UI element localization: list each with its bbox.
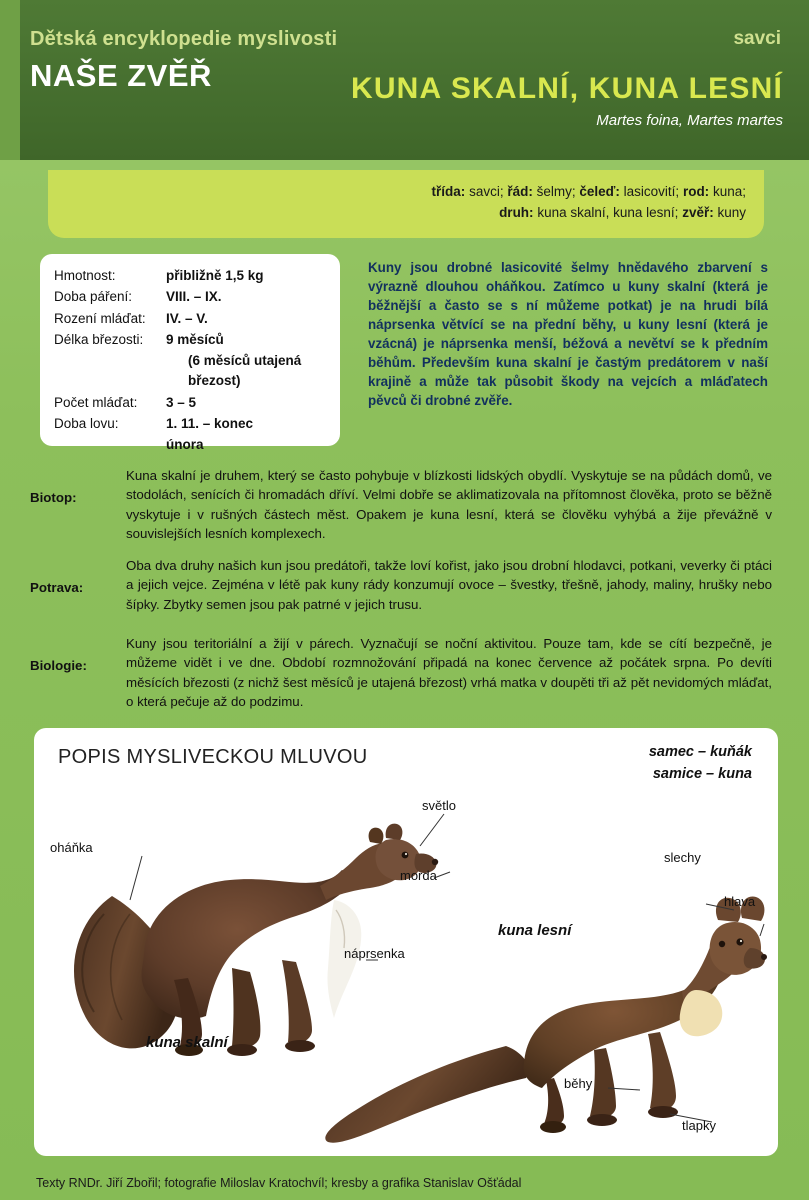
illustration-panel: [34, 728, 778, 1156]
section-biotop: [30, 466, 772, 543]
taxonomy-celed-value: lasicovití: [623, 184, 676, 199]
section-label: Biotop:: [30, 490, 77, 505]
credits-line: Texty RNDr. Jiří Zbořil; fotografie Miloslav Kratochvíl; kresby a grafika Stanislav Ošťádal: [36, 1176, 522, 1190]
label-morda: morda: [400, 868, 437, 883]
taxonomy-line-1: třída: savci; řád: šelmy; čeleď: lasicovití; rod: kuna;: [431, 184, 746, 199]
taxonomy-zver-value: kuny: [717, 204, 746, 220]
section-label: Biologie:: [30, 658, 87, 673]
table-row: [54, 330, 326, 351]
taxonomy-box: [48, 170, 764, 238]
table-row: [54, 414, 326, 435]
label-naprsenka: náprsenka: [344, 946, 405, 961]
fact-value: přibližně 1,5 kg: [166, 268, 264, 283]
taxonomy-rod-label: rod:: [682, 184, 710, 199]
section-text: Oba dva druhy našich kun jsou predátoři, takže loví kořist, jako jsou drobní hlodavci, potkani, veverky či ptáci a jejich vejce. Zejména v létě pak kuny rády konzumují ovoce – švestky, třešně, jahody, maliny, hrušky nebo šípky. Zbytky semen jsou pak patrné v jejich trusu.: [126, 558, 772, 612]
section-potrava: [30, 556, 772, 614]
marten-illustration: [34, 728, 778, 1156]
label-behy: běhy: [564, 1076, 593, 1091]
section-text: Kuna skalní je druhem, který se často pohybuje v blízkosti lidských obydlí. Vyskytuje se na půdách domů, ve stodolách, senících či hromadách dříví. Velmi dobře se aklimatizovala na přítomnost člověka, proto se běžně vyskytuje i v rušných částech měst. Opakem je kuna lesní, která se člověku vyhýbá a žije převážně v souvislejších lesních komplexech.: [126, 468, 772, 541]
facts-table: [54, 266, 326, 456]
fact-label: Délka březosti:: [54, 331, 144, 347]
table-row: [54, 287, 326, 308]
taxonomy-druh-label: druh:: [499, 204, 534, 220]
taxonomy-line-2: druh: kuna skalní, kuna lesní; zvěř: kuny: [499, 204, 746, 220]
table-row: [54, 435, 326, 456]
taxonomy-rod-value: kuna: [712, 184, 743, 199]
page-header: [0, 0, 809, 160]
taxonomy-trida-label: třída:: [431, 184, 466, 199]
label-svetlo: světlo: [422, 798, 456, 813]
section-label: Potrava:: [30, 580, 84, 595]
fact-value: 1. 11. – konec: [166, 415, 254, 431]
category-label: savci: [733, 28, 781, 49]
taxonomy-trida-value: savci: [469, 184, 500, 199]
panel-title: POPIS MYSLIVECKOU MLUVOU: [58, 746, 368, 768]
label-tlapky: tlapky: [682, 1118, 716, 1133]
taxonomy-rad-value: šelmy: [536, 184, 572, 199]
facts-box: [40, 254, 340, 452]
species-label-pine: kuna lesní: [498, 922, 572, 939]
fact-value: 3 – 5: [166, 394, 197, 410]
fact-subvalue: února: [166, 437, 204, 452]
fact-value: 9 měsíců: [166, 331, 224, 347]
table-row: [54, 266, 326, 287]
marten-stone-figure: [74, 824, 438, 1056]
intro-paragraph: Kuny jsou drobné lasicovité šelmy hnědavého zbarvení s výrazně dlouhou oháňkou. Zatímco u kuny skalní (která je běžnější a často se s ní můžeme potkat) je na hrudi bílá náprsenka větvící se na přední běhy, u kuny lesní (která je vzácná) je náprsenka menší, béžová a nevětví se k předním běhům. Především kuna skalní je častým predátorem v naší krajině a může tak působit škody na vejcích a mláďatech pěvců či drobné zvěře.: [368, 260, 768, 409]
taxonomy-zver-label: zvěř:: [682, 204, 714, 220]
fact-value: IV. – V.: [166, 310, 208, 326]
fact-subvalue: (6 měsíců utajená březost): [188, 353, 302, 389]
latin-name: Martes foina, Martes martes: [596, 112, 783, 129]
sex-names: [649, 742, 752, 786]
fact-label: Doba lovu:: [54, 415, 119, 431]
fact-label: Počet mláďat:: [54, 394, 138, 410]
table-row: [54, 309, 326, 330]
sex-male-label: samec – kuňák: [648, 744, 752, 760]
taxonomy-druh-value: kuna skalní, kuna lesní: [537, 204, 675, 220]
table-row: [54, 393, 326, 414]
fact-label: Hmotnost:: [54, 268, 116, 283]
label-ohanka: oháňka: [50, 840, 93, 855]
page-title: KUNA SKALNÍ, KUNA LESNÍ: [350, 72, 783, 105]
label-slechy: slechy: [664, 850, 701, 865]
fact-value: VIII. – IX.: [166, 289, 222, 305]
fact-label: Doba páření:: [54, 289, 133, 305]
species-label-stone: kuna skalní: [146, 1034, 228, 1051]
header-left-stripe: [0, 0, 20, 160]
section-biologie: [30, 634, 772, 711]
table-row: [54, 351, 326, 393]
section-text: Kuny jsou teritoriální a žijí v párech. Vyznačují se noční aktivitou. Pouze tam, kde se cítí bezpečně, je můžeme vidět i ve dne. Období rozmnožování připadá na konec července až počátek srpna. Po devíti měsících březosti (z nichž šest měsíců je utajená březost) vrhá matka v doupěti tři až pět nevidomých mláďat, o která pečuje až do podzimu.: [126, 636, 772, 709]
encyclopedia-title: Dětská encyklopedie myslivosti: [30, 28, 338, 50]
taxonomy-celed-label: čeleď:: [579, 184, 620, 199]
sex-female-label: samice – kuna: [652, 765, 752, 782]
label-hlava: hlava: [724, 894, 756, 909]
fact-label: Rození mláďat:: [54, 310, 146, 326]
taxonomy-rad-label: řád:: [507, 184, 533, 199]
series-title: NAŠE ZVĚŘ: [30, 58, 212, 93]
